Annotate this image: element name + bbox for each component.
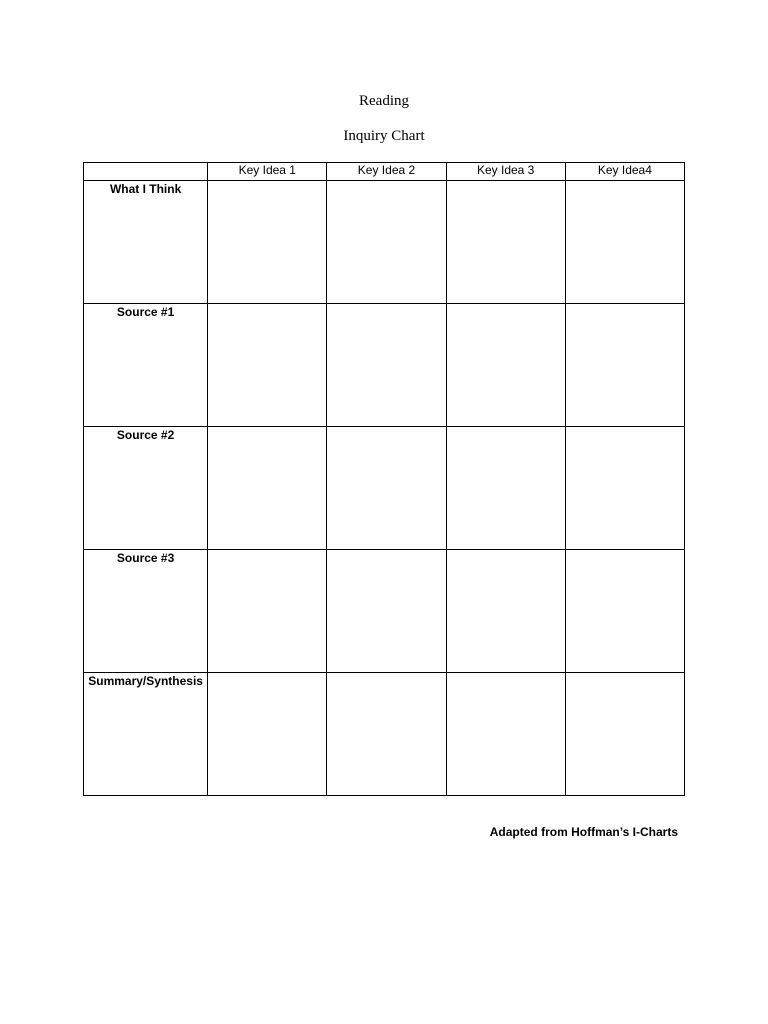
attribution-footer: Adapted from Hoffman’s I-Charts	[489, 825, 678, 839]
table-row-what-i-think	[84, 181, 685, 304]
table-header-row	[84, 163, 685, 181]
table-cell	[327, 427, 446, 550]
table-cell	[208, 304, 327, 427]
table-cell	[327, 673, 446, 796]
table-cell	[208, 550, 327, 673]
row-label-source-3: Source #3	[84, 550, 208, 673]
table-cell	[565, 304, 684, 427]
document-subtitle: Inquiry Chart	[343, 128, 425, 144]
row-label-summary-synthesis: Summary/Synthesis	[84, 673, 208, 796]
table-cell	[327, 181, 446, 304]
column-header-key-idea-4: Key Idea4	[565, 163, 684, 181]
row-label-source-2: Source #2	[84, 427, 208, 550]
header-corner-cell	[84, 163, 208, 181]
table-cell	[446, 304, 565, 427]
row-label-source-1: Source #1	[84, 304, 208, 427]
table-cell	[565, 427, 684, 550]
table-cell	[327, 304, 446, 427]
inquiry-chart-table	[83, 162, 685, 796]
column-header-key-idea-3: Key Idea 3	[446, 163, 565, 181]
table-cell	[208, 673, 327, 796]
table-cell	[208, 427, 327, 550]
table-row-source-2	[84, 427, 685, 550]
table-cell	[446, 673, 565, 796]
table-cell	[327, 550, 446, 673]
table-cell	[565, 673, 684, 796]
table-cell	[208, 181, 327, 304]
table-cell	[565, 550, 684, 673]
document-title: Reading	[359, 93, 409, 109]
table-row-source-3	[84, 550, 685, 673]
table-cell	[446, 550, 565, 673]
table-row-source-1	[84, 304, 685, 427]
table-cell	[446, 427, 565, 550]
row-label-what-i-think: What I Think	[84, 181, 208, 304]
table-row-summary-synthesis	[84, 673, 685, 796]
table-cell	[565, 181, 684, 304]
column-header-key-idea-2: Key Idea 2	[327, 163, 446, 181]
table-cell	[446, 181, 565, 304]
column-header-key-idea-1: Key Idea 1	[208, 163, 327, 181]
